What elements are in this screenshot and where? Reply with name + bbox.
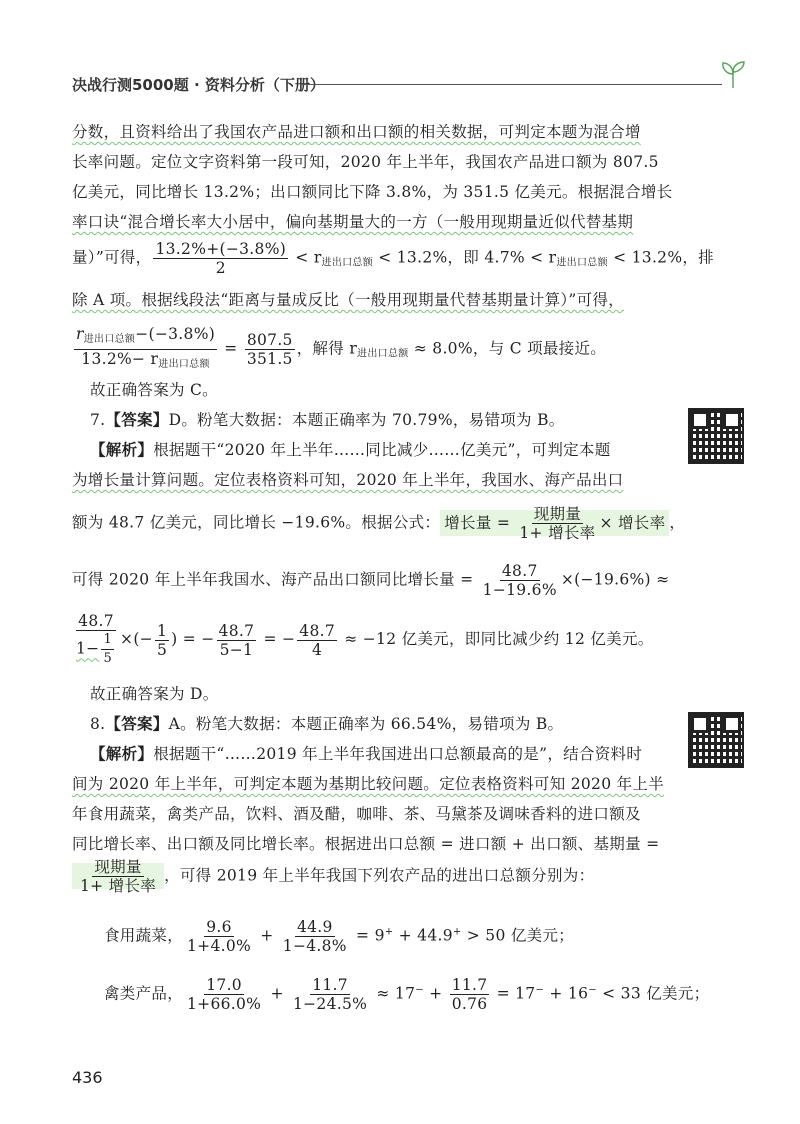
fraction: $\frac{807.5}{351.5}$ xyxy=(246,331,293,368)
text-line: 率口诀“混合增长率大小居中，偏向基期量大的一方（一般用现期量近似代替基期 xyxy=(72,213,634,231)
fraction: 48.7 1− $\frac{1}{5}$ xyxy=(76,612,114,666)
fraction: $\frac{13.2\%+(-3.8\%)}{2}$ xyxy=(155,240,287,277)
fraction: $\frac{9.6}{1+4.0\%}$ xyxy=(187,918,252,955)
fraction: $\frac{\text{现期量}}{\text{1+ 增长率}}$ xyxy=(80,858,157,895)
formula-line: 额为 48.7 亿美元，同比增长 −19.6%。根据公式： 增长量 = $\frac{\text{现期量}}{\text{1+ 增长率}}$ × 增长率 ， xyxy=(72,505,686,542)
header-rule xyxy=(302,84,722,85)
highlighted-formula xyxy=(72,858,164,895)
answer-line: 7.【答案】D。粉笔大数据：本题正确率为 70.79%，易错项为 B。 xyxy=(90,410,565,429)
conclusion: 故正确答案为 D。 xyxy=(90,685,219,703)
fraction: $\frac{48.7}{1-19.6\%}$ xyxy=(482,562,557,599)
fraction: $\frac{17.0}{1+66.0\%}$ xyxy=(187,976,262,1013)
fraction: $\frac{\text{现期量}}{\text{1+ 增长率}}$ xyxy=(519,505,596,542)
text-line: 间为 2020 年上半年，可判定本题为基期比较问题。定位表格资料可知 2020 年上半 xyxy=(72,775,665,793)
leaf-icon xyxy=(718,60,748,90)
formula-line: 禽类产品， $\frac{17.0}{1+66.0\%}$ + $\frac{11.7}{1-24.5\%}$ ≈ 17− + $\frac{11.7}{0.76}$ = 17− + 16− < 33 亿美元； xyxy=(104,976,710,1013)
text-line: 除 A 项。根据线段法“距离与量成反比（一般用现期量代替基期量计算）”可得， xyxy=(72,291,625,309)
formula-line: 48.7 1− $\frac{1}{5}$ ×(− $\frac{1}{5}$ ) = − $\frac{48.7}{5-1}$ = − $\frac{48.7}{4}$ ≈ −12 亿美元，即同比减少约 12 亿美元。 xyxy=(76,612,654,666)
answer-line: 8.【答案】A。粉笔大数据：本题正确率为 66.54%，易错项为 B。 xyxy=(90,714,564,733)
fraction: $\frac{48.7}{5-1}$ xyxy=(218,621,255,659)
text-line: 亿美元，同比增长 13.2%；出口额同比下降 3.8%，为 351.5 亿美元。根据混合增长 xyxy=(72,183,673,201)
text-line: 长率问题。定位文字资料第一段可知，2020 年上半年，我国农产品进口额为 807.5 xyxy=(72,153,659,171)
formula-line: 量）”可得， $\frac{13.2\%+(-3.8\%)}{2}$ < $r_{进出口总额} < 13.2\%$，即 $4.7\% < r_{进出口总额} < 13.2\%$，排 xyxy=(72,240,714,277)
fraction: $\frac{1}{5}$ xyxy=(156,621,168,659)
analysis-line: 【解析】根据题干“2020 年上半年……同比减少……亿美元”，可判定本题 xyxy=(90,440,611,459)
analysis-line: 【解析】根据题干“……2019 年上半年我国进出口总额最高的是”，结合资料时 xyxy=(90,744,643,763)
text-line: 分数，且资料给出了我国农产品进口额和出口额的相关数据，可判定本题为混合增 xyxy=(72,123,641,141)
fraction: $\frac{11.7}{0.76}$ xyxy=(451,976,488,1013)
formula-line: 食用蔬菜， $\frac{9.6}{1+4.0\%}$ + $\frac{44.9}{1-4.8\%}$ = 9+ + 44.9+ > 50 亿美元； xyxy=(104,918,575,955)
formula-line: $\frac{\text{现期量}}{\text{1+ 增长率}}$ ，可得 2019 年上半年我国下列农产品的进出口总额分别为： xyxy=(72,858,594,895)
qr-code[interactable] xyxy=(688,408,744,464)
fraction: $\frac{44.9}{1-4.8\%}$ xyxy=(282,918,347,955)
page-number: 436 xyxy=(72,1068,103,1087)
running-header: 决战行测5000题 · 资料分析（下册） xyxy=(72,76,325,94)
text-line: 同比增长率、出口额及同比增长率。根据进出口总额 = 进口额 + 出口额、基期量 = xyxy=(72,835,660,853)
highlighted-formula: 增长量 = $\frac{\text{现期量}}{\text{1+ 增长率}}$ × 增长率 xyxy=(440,510,669,536)
text-line: 为增长量计算问题。定位表格资料可知，2020 年上半年，我国水、海产品出口 xyxy=(72,471,624,489)
text-line: 年食用蔬菜，禽类产品，饮料、酒及醋，咖啡、茶、马黛茶及调味香料的进口额及 xyxy=(72,805,641,823)
qr-code[interactable] xyxy=(688,712,744,768)
formula-line: $\frac{r_{进出口总额}-(-3.8\%)}{13.2\%- r_{进出口总额}}$ = $\frac{807.5}{351.5}$ ，解得 $r_{进出口总额} \approx 8.0\%$，与 C 项最接近。 xyxy=(72,325,606,374)
fraction: $\frac{r_{进出口总额}-(-3.8\%)}{13.2\%- r_{进出口总额}}$ xyxy=(76,325,216,370)
conclusion: 故正确答案为 C。 xyxy=(90,381,218,399)
fraction: $\frac{11.7}{1-24.5\%}$ xyxy=(292,976,368,1013)
fraction: $\frac{48.7}{4}$ xyxy=(299,621,335,659)
formula-line: 可得 2020 年上半年我国水、海产品出口额同比增长量 = $\frac{48.7}{1-19.6\%}$ ×(−19.6%) ≈ xyxy=(72,562,670,599)
